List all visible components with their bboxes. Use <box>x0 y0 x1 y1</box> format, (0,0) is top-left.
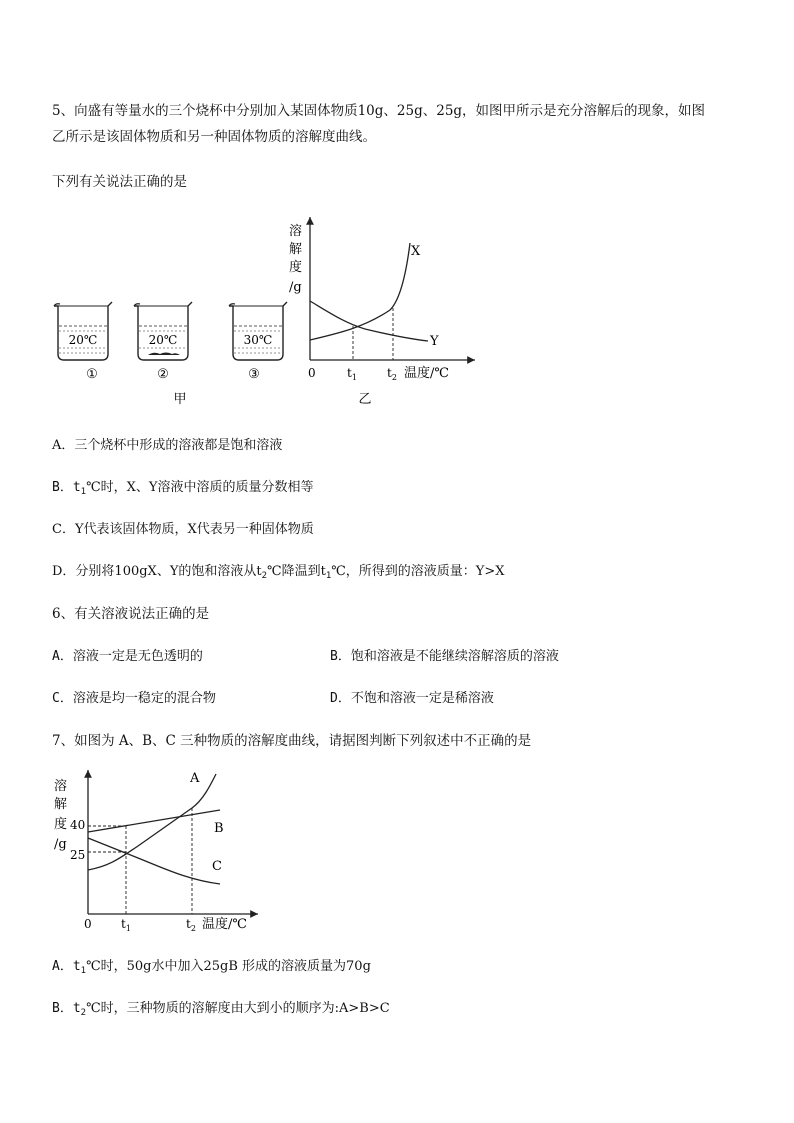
yi-t2: $t_2$ <box>387 366 397 382</box>
beaker-1 <box>54 302 112 382</box>
q5-prompt: 下列有关说法正确的是 <box>52 174 187 190</box>
q7-t1: $t_1$ <box>121 917 131 933</box>
q7-curve-c <box>88 838 220 884</box>
yi-ylabel-1: 溶 <box>289 224 303 239</box>
q7-tick-40: 40 <box>70 818 86 832</box>
beaker-3 <box>229 302 287 382</box>
q7-curve-a <box>88 774 216 870</box>
q7-ylabel-2: 解 <box>54 797 68 812</box>
beaker-2 <box>134 302 192 382</box>
yi-ylabel-3: 度 <box>289 260 303 275</box>
beaker-3-label: ③ <box>248 367 260 382</box>
q6-stem: 6、有关溶液说法正确的是 <box>52 606 210 622</box>
beaker-2-sediment <box>148 353 180 356</box>
yi-ylabel-2: 解 <box>289 242 303 257</box>
q7-curve-c-label: C <box>212 859 222 874</box>
yi-curve-y-label: Y <box>430 334 439 349</box>
yi-curve-x-label: X <box>411 244 421 259</box>
yi-t1: $t_1$ <box>347 366 357 382</box>
beaker-2-label: ② <box>157 367 169 382</box>
beaker-2-temp: 20℃ <box>148 333 178 347</box>
q7-stem: 7、如图为 A、B、C 三种物质的溶解度曲线，请据图判断下列叙述中不正确的是 <box>52 733 532 749</box>
q7-ylabel-1: 溶 <box>54 779 68 794</box>
q5-option-d: D．分别将100gX、Y的饱和溶液从$t_2℃$降温到$t_1℃$，所得到的溶液质量：Y>X <box>52 564 505 581</box>
q7-curve-b <box>88 810 220 832</box>
q7-option-b: B．$t_2℃$时，三种物质的溶解度由大到小的顺序为:A>B>C <box>52 1001 390 1018</box>
beaker-1-label: ① <box>86 367 98 382</box>
beaker-3-temp: 30℃ <box>243 333 273 347</box>
q5-stem-line1: 5、向盛有等量水的三个烧杯中分别加入某固体物质10g、25g、25g，如图甲所示是充分溶解后的现象，如图 <box>52 103 706 119</box>
q5-option-b: B．$t_1℃$时，X、Y溶液中溶质的质量分数相等 <box>52 480 314 497</box>
q7-x-label: 温度/℃ <box>202 917 247 932</box>
q6-option-c: C．溶液是均一稳定的混合物 <box>52 691 216 706</box>
q7-tick-25: 25 <box>70 848 86 862</box>
q7-curve-a-label: A <box>190 771 200 786</box>
yi-x-label: 温度/℃ <box>404 366 449 381</box>
figure-jia-beakers <box>48 296 298 411</box>
q6-option-b: B．饱和溶液是不能继续溶解溶质的溶液 <box>330 649 559 664</box>
figure-yi-chart <box>280 205 490 410</box>
q7-ylabel-3: 度 <box>54 817 68 832</box>
q6-option-d: D．不饱和溶液一定是稀溶液 <box>330 691 494 706</box>
q5-option-a: A．三个烧杯中形成的溶液都是饱和溶液 <box>52 438 283 453</box>
q7-option-a: A．$t_1℃$时，50g水中加入25gB 形成的溶液质量为70g <box>52 959 371 976</box>
yi-ylabel-4: /g <box>289 280 302 295</box>
q7-ylabel-4: /g <box>54 837 67 852</box>
q7-origin: 0 <box>84 917 92 931</box>
yi-curve-x <box>310 243 410 340</box>
yi-curve-y <box>310 301 428 341</box>
q5-option-c: C．Y代表该固体物质，X代表另一种固体物质 <box>52 522 314 537</box>
figure-jia-caption: 甲 <box>173 392 187 407</box>
q5-stem-line2: 乙所示是该固体物质和另一种固体物质的溶解度曲线。 <box>52 129 376 145</box>
figure-yi-caption: 乙 <box>358 392 372 407</box>
yi-origin: 0 <box>308 366 316 380</box>
beaker-1-temp: 20℃ <box>68 333 98 347</box>
q7-solubility-chart <box>48 762 268 937</box>
q7-curve-b-label: B <box>214 821 224 836</box>
q7-t2: $t_2$ <box>186 917 196 933</box>
q6-option-a: A．溶液一定是无色透明的 <box>52 649 203 664</box>
